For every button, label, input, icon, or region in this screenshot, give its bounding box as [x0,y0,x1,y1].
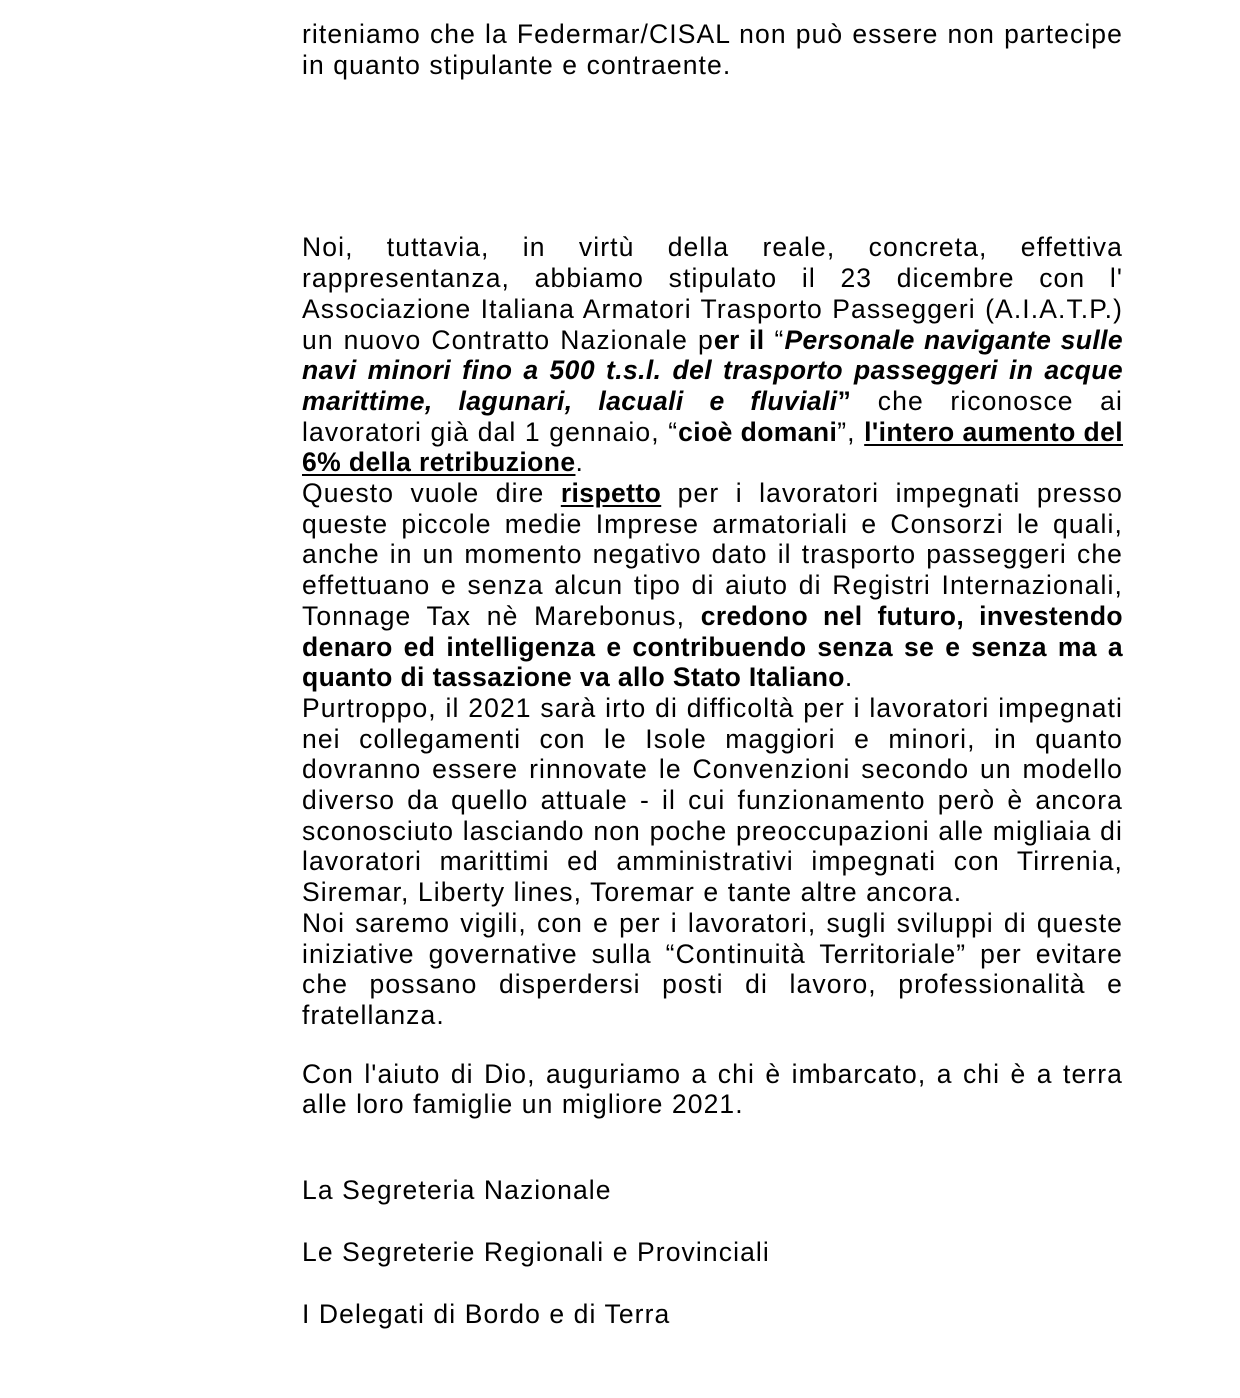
signature-delegates: I Delegati di Bordo e di Terra [302,1298,671,1329]
contract-period: . [575,447,584,478]
paragraph-respect [302,478,1123,693]
contract-tomorrow: cioè domani [678,416,838,447]
contract-raise: l'intero aumento del 6% della retribuzione [302,416,1124,478]
respect-bold-statement: credono nel futuro, investendo denaro ed intelligenza e contribuendo senza se e senza ma a quanto di tassazione va allo Stato Italiano [302,600,1123,693]
contract-comma: ”, [837,416,865,447]
document-page [302,19,1123,1329]
contract-quote-open: “ [764,324,785,355]
respect-text: Questo vuole dire [302,478,561,509]
paragraph-greetings: Con l'aiuto di Dio, auguriamo a chi è imbarcato, a chi è a terra alle loro famiglie un migliore 2021. [302,1058,1123,1120]
respect-period: . [844,662,854,693]
signature-regional: Le Segreterie Regionali e Provinciali [302,1236,770,1267]
paragraph-vigilance: Noi saremo vigili, con e per i lavoratori, sugli sviluppi di queste iniziative governative sulla “Continuità Territoriale” per evitare che possano disperdersi posti di lavoro, professionalità e fratellanza. [302,907,1123,1030]
contract-text-continued: che riconosce ai lavoratori già dal 1 gennaio, “ [302,385,1123,447]
paragraph-contract [302,232,1123,478]
contract-bold-for: er il [713,324,765,355]
paragraph-intro: riteniamo che la Federmar/CISAL non può essere non partecipe in quanto stipulante e contraente. [302,19,1123,80]
respect-word: rispetto [560,478,662,509]
contract-quote-close: ” [837,385,852,416]
signature-national: La Segreteria Nazionale [302,1175,612,1206]
paragraph-2021-difficulties: Purtroppo, il 2021 sarà irto di difficoltà per i lavoratori impegnati nei collegamenti con le Isole maggiori e minori, in quanto dovranno essere rinnovate le Convenzioni secondo un modello diverso da quello attuale - il cui funzionamento però è ancora sconosciuto lasciando non poche preoccupazioni alle migliaia di lavoratori marittimi ed amministrativi impegnati con Tirrenia, Siremar, Liberty lines, Toremar e tante altre ancora. [302,692,1123,908]
contract-text: Noi, tuttavia, in virtù della reale, concreta, effettiva rappresentanza, abbiamo stipulato il 23 dicembre con l' Associazione Italiana Armatori Trasporto Passeggeri (A.I.A.T.P.) un nuovo Contratto Nazionale p [302,232,1123,355]
contract-title: Personale navigante sulle navi minori fino a 500 t.s.l. del trasporto passeggeri in acque marittime, lagunari, lacuali e fluviali [302,324,1123,416]
respect-text-continued: per i lavoratori impegnati presso queste piccole medie Imprese armatoriali e Consorzi le quali, anche in un momento negativo dato il trasporto passeggeri che effettuano e senza alcun tipo di aiuto di Registri Internazionali, Tonnage Tax nè Marebonus, [302,478,1123,631]
